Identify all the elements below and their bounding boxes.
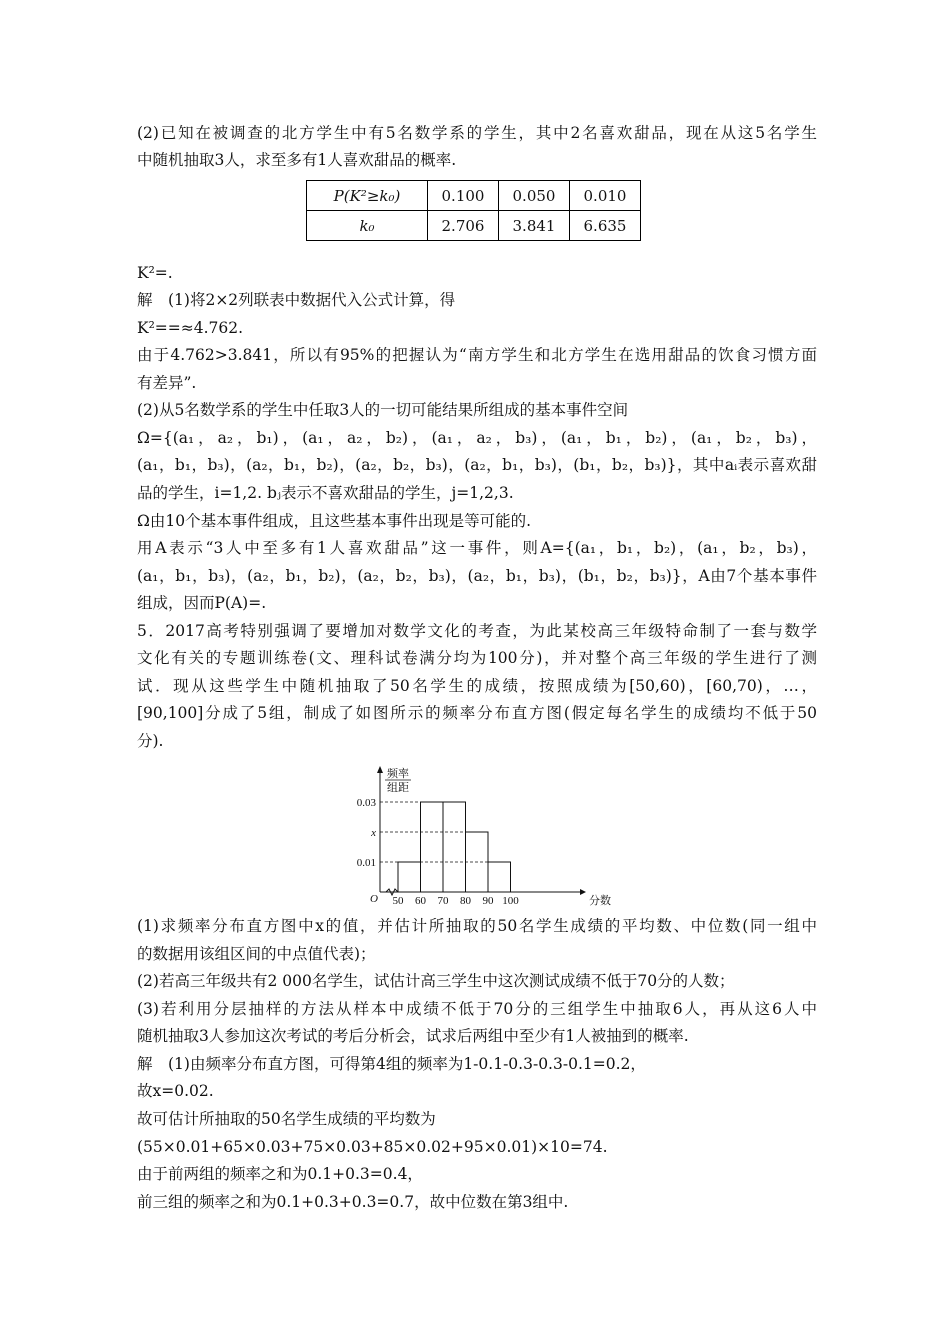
table-cell: P(K²≥k₀) <box>307 181 428 211</box>
histogram-bar <box>488 862 511 892</box>
text-line: K²==≈4.762. <box>137 319 244 337</box>
table-cell: k₀ <box>307 211 428 241</box>
text-line: (55×0.01+65×0.03+75×0.03+85×0.02+95×0.01)×10=74. <box>137 1138 608 1156</box>
critical-value-table <box>306 180 641 241</box>
x-tick-label: 80 <box>460 895 471 907</box>
text-line: 中随机抽取3人，求至多有1人喜欢甜品的概率. <box>137 151 457 169</box>
x-tick-label: 60 <box>415 895 426 907</box>
text-line: 由于4.762>3.841，所以有95%的把握认为“南方学生和北方学生在选用甜品的饮食习惯方面 <box>137 346 817 364</box>
text-line: K²=. <box>137 264 173 282</box>
text-line: [90,100]分成了5组，制成了如图所示的频率分布直方图(假定每名学生的成绩均不低于50 <box>137 704 817 722</box>
y-axis-label-numerator: 频率 <box>387 768 409 780</box>
x-tick-label: 90 <box>482 895 494 907</box>
text-line: 品的学生，i=1,2. bⱼ表示不喜欢甜品的学生，j=1,2,3. <box>137 484 514 502</box>
text-line: 故可估计所抽取的50名学生成绩的平均数为 <box>137 1110 436 1128</box>
text-line: 文化有关的专题训练卷(文、理科试卷满分均为100分)，并对整个高三年级的学生进行了测 <box>137 649 817 667</box>
text-line: (2)若高三年级共有2 000名学生，试估计高三学生中这次测试成绩不低于70分的人数； <box>137 972 735 990</box>
table-cell: 0.010 <box>570 181 641 211</box>
frequency-histogram <box>350 763 611 907</box>
y-axis-label-denominator: 组距 <box>387 782 409 794</box>
table-cell: 2.706 <box>428 211 499 241</box>
text-line: 前三组的频率之和为0.1+0.3+0.3=0.7，故中位数在第3组中. <box>137 1193 569 1211</box>
text-line: (1)求频率分布直方图中x的值，并估计所抽取的50名学生成绩的平均数、中位数(同一组中 <box>137 917 817 935</box>
text-line: 用A表示“3人中至多有1人喜欢甜品”这一事件，则A={(a₁，b₁，b₂)，(a₁，b₂，b₃)， <box>137 539 817 557</box>
text-line: 试．现从这些学生中随机抽取了50名学生的成绩，按照成绩为[50,60)，[60,70)，…， <box>137 677 817 695</box>
table-row <box>307 181 641 211</box>
table-cell: 0.050 <box>499 181 570 211</box>
histogram-bar <box>421 802 444 892</box>
origin-label: O <box>370 893 378 905</box>
x-tick-label: 70 <box>437 895 449 907</box>
text-line: Ω={(a₁，a₂，b₁)，(a₁，a₂，b₂)，(a₁，a₂，b₃)，(a₁，b₁，b₂)，(a₁，b₂，b₃)， <box>137 429 817 447</box>
table-cell: 3.841 <box>499 211 570 241</box>
text-line: (2)已知在被调查的北方学生中有5名数学系的学生，其中2名喜欢甜品，现在从这5名学生 <box>137 124 817 142</box>
text-line: Ω由10个基本事件组成，且这些基本事件出现是等可能的. <box>137 512 532 530</box>
table-row <box>307 211 641 241</box>
histogram-bar <box>443 802 466 892</box>
text-line: 5．2017高考特别强调了要增加对数学文化的考查，为此某校高三年级特命制了一套与数学 <box>137 622 817 640</box>
text-line: (2)从5名数学系的学生中任取3人的一切可能结果所组成的基本事件空间 <box>137 401 629 419</box>
text-line: 解 (1)由频率分布直方图，可得第4组的频率为1-0.1-0.3-0.3-0.1=0.2， <box>137 1055 646 1073</box>
text-line: 由于前两组的频率之和为0.1+0.3=0.4， <box>137 1165 423 1183</box>
x-tick-label: 50 <box>392 895 404 907</box>
text-line: 组成，因而P(A)=. <box>137 594 267 612</box>
y-tick-label: 0.03 <box>356 797 376 809</box>
text-line: 故x=0.02. <box>137 1082 214 1100</box>
x-tick-label: 100 <box>502 895 519 907</box>
text-line: (3)若利用分层抽样的方法从样本中成绩不低于70分的三组学生中抽取6人，再从这6人中 <box>137 1000 817 1018</box>
text-line: 分). <box>137 732 164 750</box>
text-line: (a₁，b₁，b₃)，(a₂，b₁，b₂)，(a₂，b₂，b₃)，(a₂，b₁，b₃)，(b₁，b₂，b₃)}，A由7个基本事件 <box>137 567 817 585</box>
text-line: 解 (1)将2×2列联表中数据代入公式计算，得 <box>137 291 456 309</box>
y-axis-arrow-icon <box>377 766 383 773</box>
y-tick-label: 0.01 <box>356 857 376 869</box>
y-tick-label: x <box>371 827 376 839</box>
text-line: (a₁，b₁，b₃)，(a₂，b₁，b₂)，(a₂，b₂，b₃)，(a₂，b₁，b₃)，(b₁，b₂，b₃)}，其中aᵢ表示喜欢甜 <box>137 456 817 474</box>
table-cell: 6.635 <box>570 211 641 241</box>
text-line: 有差异”. <box>137 374 197 392</box>
x-axis-label: 分数 <box>589 895 611 907</box>
table-cell: 0.100 <box>428 181 499 211</box>
x-axis-arrow-icon <box>580 889 586 895</box>
text-line: 的数据用该组区间的中点值代表)； <box>137 945 376 963</box>
text-line: 随机抽取3人参加这次考试的考后分析会，试求后两组中至少有1人被抽到的概率. <box>137 1027 689 1045</box>
histogram-bar <box>398 862 421 892</box>
